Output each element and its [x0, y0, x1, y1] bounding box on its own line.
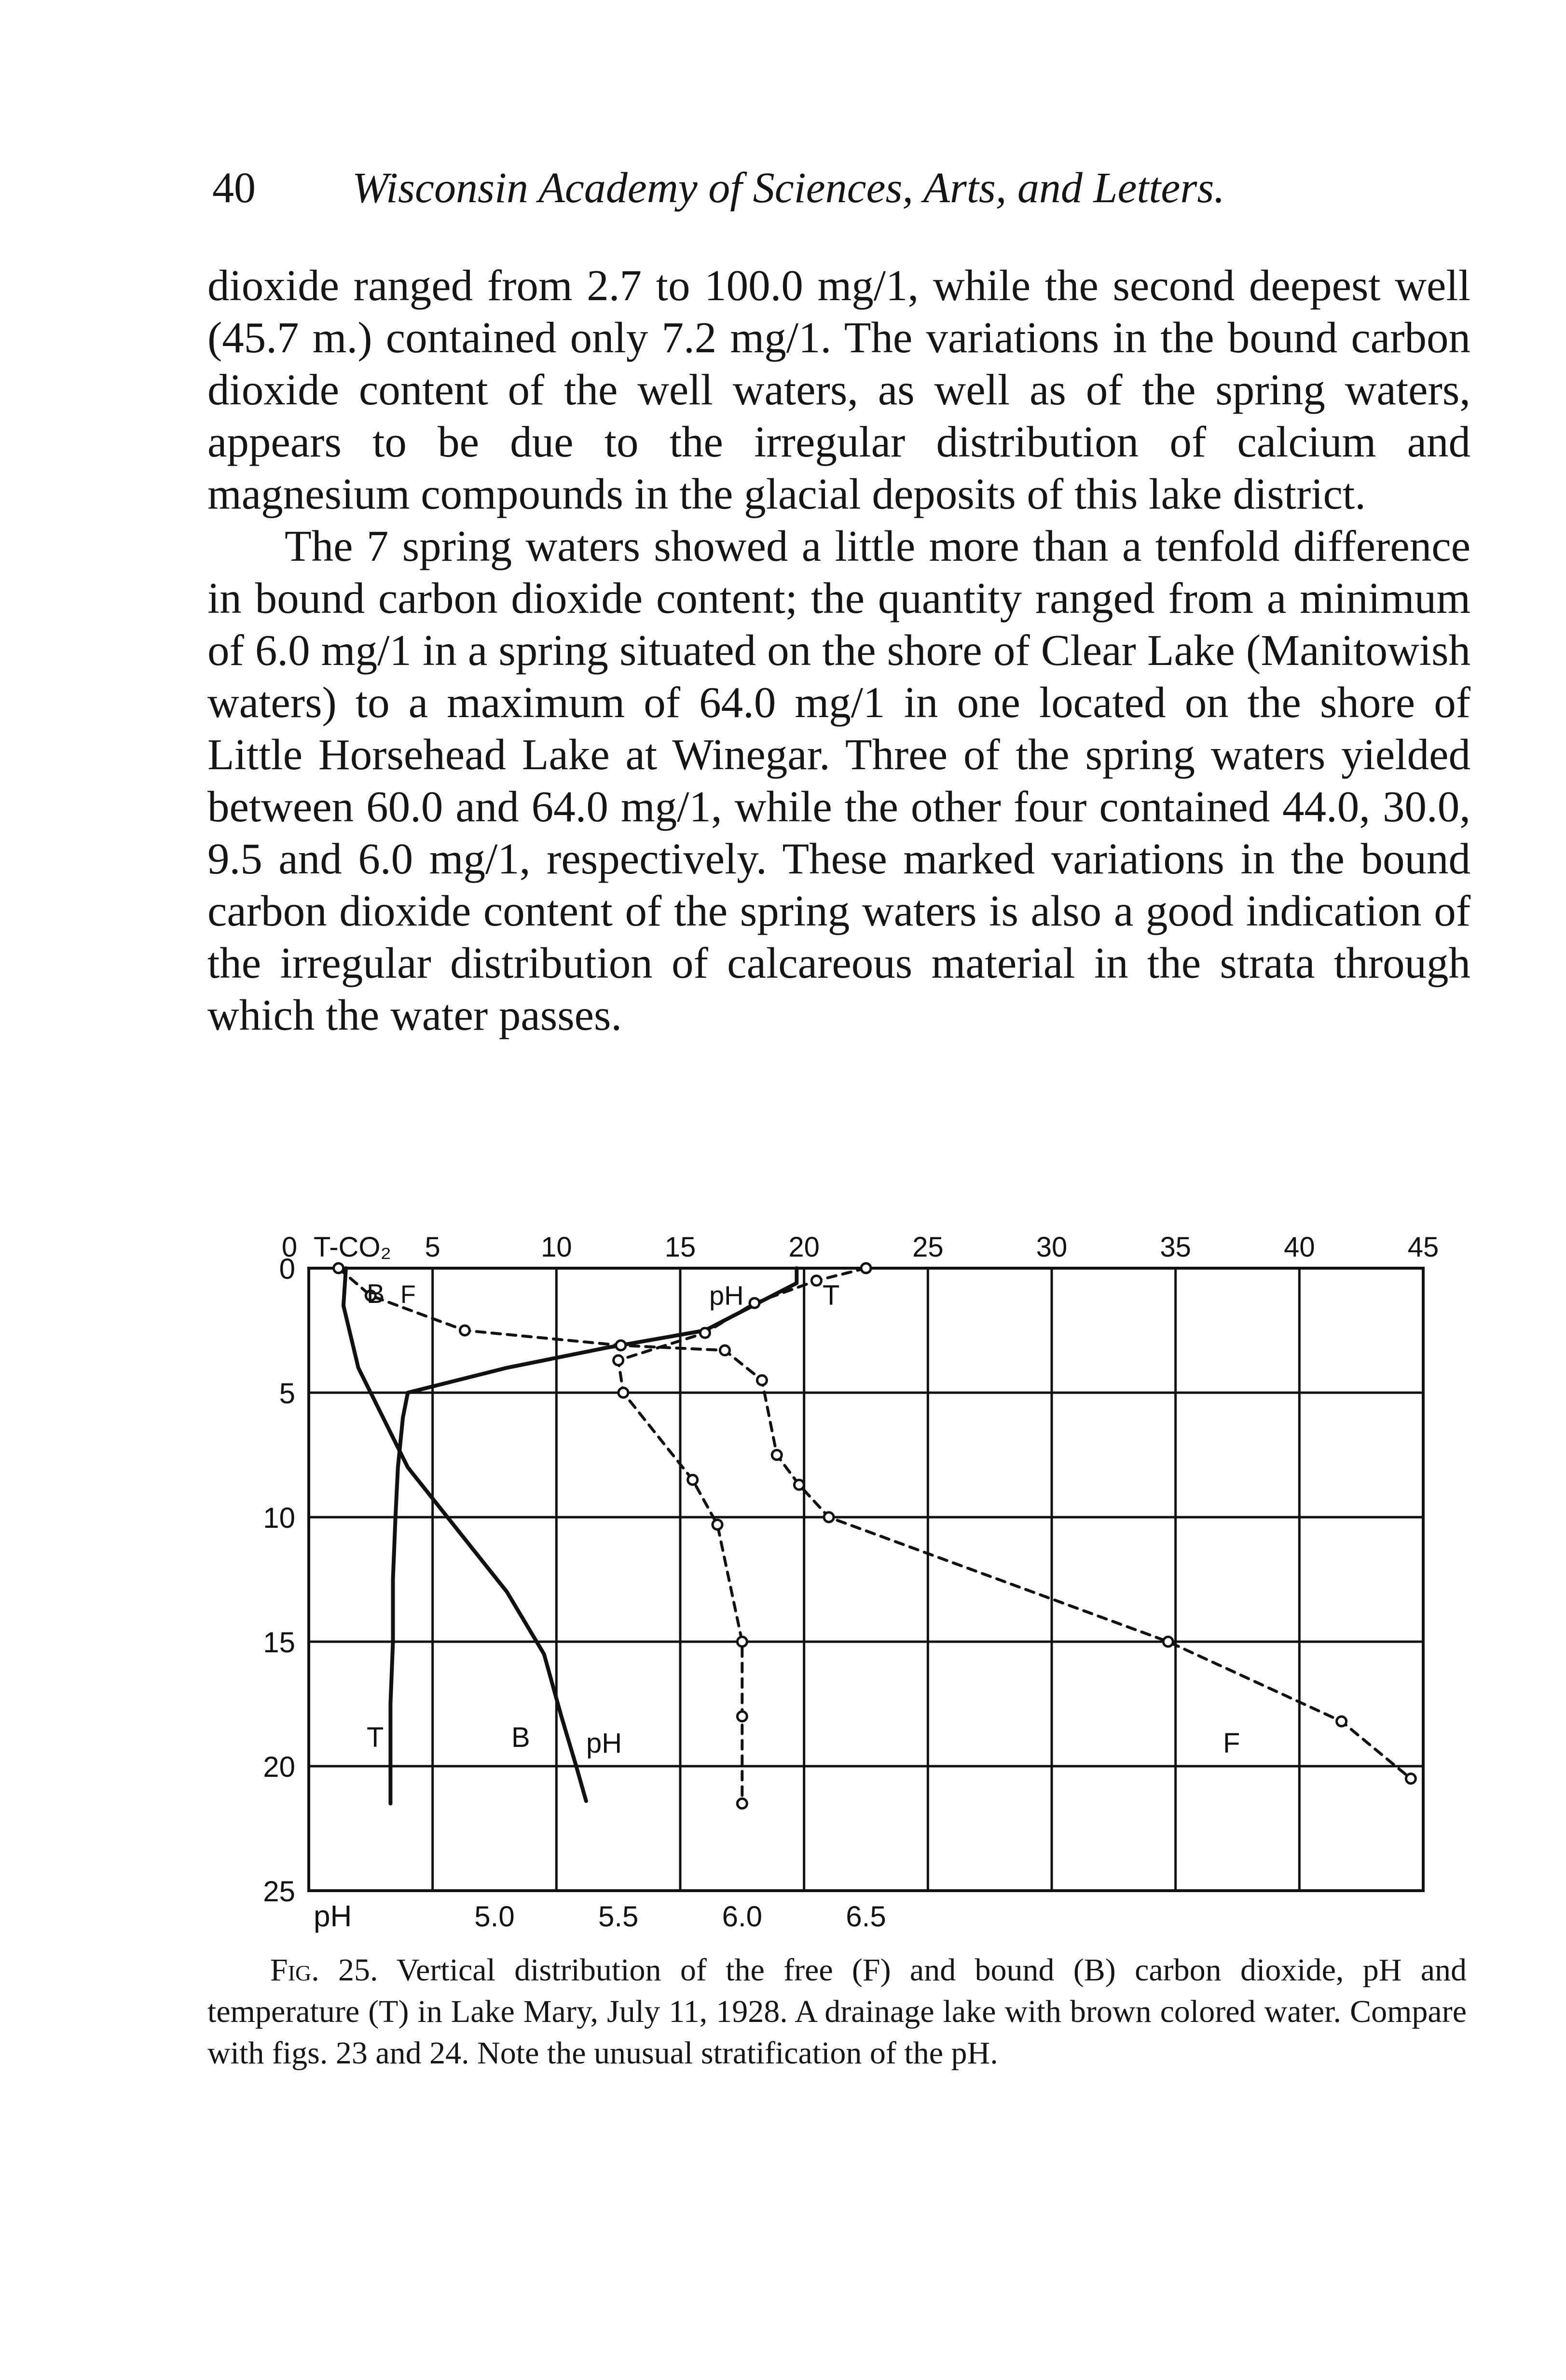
curve-label-b-top: B	[367, 1278, 385, 1309]
series-line-t	[390, 1268, 797, 1803]
top-tick-label: 0	[281, 1232, 298, 1263]
series-line-b	[343, 1268, 586, 1801]
depth-tick-label: 25	[263, 1875, 295, 1908]
ph-tick-label: 6.5	[846, 1900, 886, 1933]
data-point-ph	[861, 1263, 871, 1273]
top-tick-label: 35	[1160, 1232, 1191, 1263]
depth-tick-label: 5	[279, 1377, 295, 1410]
curve-label-f-bottom: F	[1223, 1728, 1240, 1759]
data-point-ph	[713, 1520, 722, 1529]
data-point-f	[720, 1345, 729, 1355]
curve-label-b-bottom: B	[511, 1722, 530, 1753]
figure-label: Fig. 25.	[270, 1952, 378, 1988]
top-axis-label: T-CO₂	[314, 1232, 392, 1263]
depth-tick-label: 0	[279, 1253, 295, 1285]
top-tick-label: 45	[1407, 1232, 1439, 1263]
data-point-f	[1337, 1716, 1346, 1726]
top-tick-label: 20	[788, 1232, 820, 1263]
depth-tick-label: 15	[263, 1626, 295, 1659]
data-point-f	[1406, 1774, 1415, 1784]
data-point-ph	[688, 1475, 698, 1485]
depth-tick-label: 10	[263, 1502, 295, 1534]
top-tick-label: 15	[664, 1232, 696, 1263]
data-point-f	[757, 1375, 767, 1385]
curve-label-ph-bottom: pH	[586, 1728, 622, 1759]
data-point-ph	[737, 1637, 747, 1647]
curve-label-t-bottom: T	[367, 1722, 384, 1753]
top-tick-label: 40	[1284, 1232, 1315, 1263]
series-line-f	[339, 1268, 1411, 1779]
bottom-axis-label: pH	[314, 1900, 352, 1933]
data-point-ph	[737, 1712, 747, 1721]
paragraph: dioxide ranged from 2.7 to 100.0 mg/1, while the second deepest well (45.7 m.) contained only 7.2 mg/1. The variations in the bound carbon dioxide content of the well waters, as well as of the spring waters, appears to be due to the irregular distribution of calcium and magnesium compounds in the glacial deposits of this lake district.	[207, 261, 1470, 518]
paragraph: The 7 spring waters showed a little more than a tenfold difference in bound carbon dioxide content; the quantity ranged from a minimum of 6.0 mg/1 in a spring situated on the shore of Clear Lake (Manitowish waters) to a maximum of 64.0 mg/1 in one located on the shore of Little Horsehead Lake at Winegar. Three of the spring waters yielded between 60.0 and 64.0 mg/1, while the other four contained 44.0, 30.0, 9.5 and 6.0 mg/1, respectively. These marked variations in the bound carbon dioxide content of the spring waters is also a good indication of the irregular distribution of calcareous material in the strata through which the water passes.	[207, 522, 1470, 1039]
data-point-ph	[750, 1298, 759, 1308]
ph-tick-label: 5.5	[598, 1900, 639, 1933]
data-point-ph	[618, 1388, 628, 1398]
curve-label-f-top: F	[400, 1281, 416, 1309]
chart-labels	[263, 1232, 1439, 1933]
data-point-f	[1163, 1637, 1173, 1647]
plot-frame	[309, 1268, 1423, 1891]
top-tick-label: 30	[1036, 1232, 1068, 1263]
caption-text: Vertical distribution of the free (F) and bound (B) carbon dioxide, pH and temperature (T) in Lake Mary, July 11, 1928. A drainage lake with brown colored water. Compare with figs. 23 and 24. Note the unusual stratification of the pH.	[207, 1952, 1467, 2071]
chart-series	[334, 1263, 1416, 1808]
figure-caption	[207, 1950, 1467, 2074]
chart-grid	[309, 1268, 1423, 1891]
top-tick-label: 5	[425, 1232, 440, 1263]
ph-tick-label: 5.0	[474, 1900, 515, 1933]
top-tick-label: 10	[541, 1232, 572, 1263]
data-point-f	[460, 1326, 469, 1335]
top-tick-label: 25	[912, 1232, 944, 1263]
data-point-ph	[700, 1328, 710, 1338]
journal-title: Wisconsin Academy of Sciences, Arts, and Letters.	[352, 164, 1225, 212]
data-point-ph	[737, 1799, 747, 1808]
ph-tick-label: 6.0	[722, 1900, 763, 1933]
depth-tick-label: 20	[263, 1751, 295, 1783]
data-point-f	[772, 1450, 782, 1460]
data-point-ph	[614, 1356, 623, 1365]
curve-label-ph-top: pH	[709, 1280, 744, 1311]
data-point-f	[334, 1263, 343, 1273]
data-point-f	[824, 1512, 834, 1522]
data-point-f	[616, 1341, 626, 1350]
curve-label-t-top: T	[823, 1280, 840, 1311]
series-line-ph	[618, 1268, 866, 1803]
data-point-ph	[811, 1276, 821, 1286]
page-number: 40	[212, 164, 256, 212]
data-point-f	[794, 1480, 804, 1490]
